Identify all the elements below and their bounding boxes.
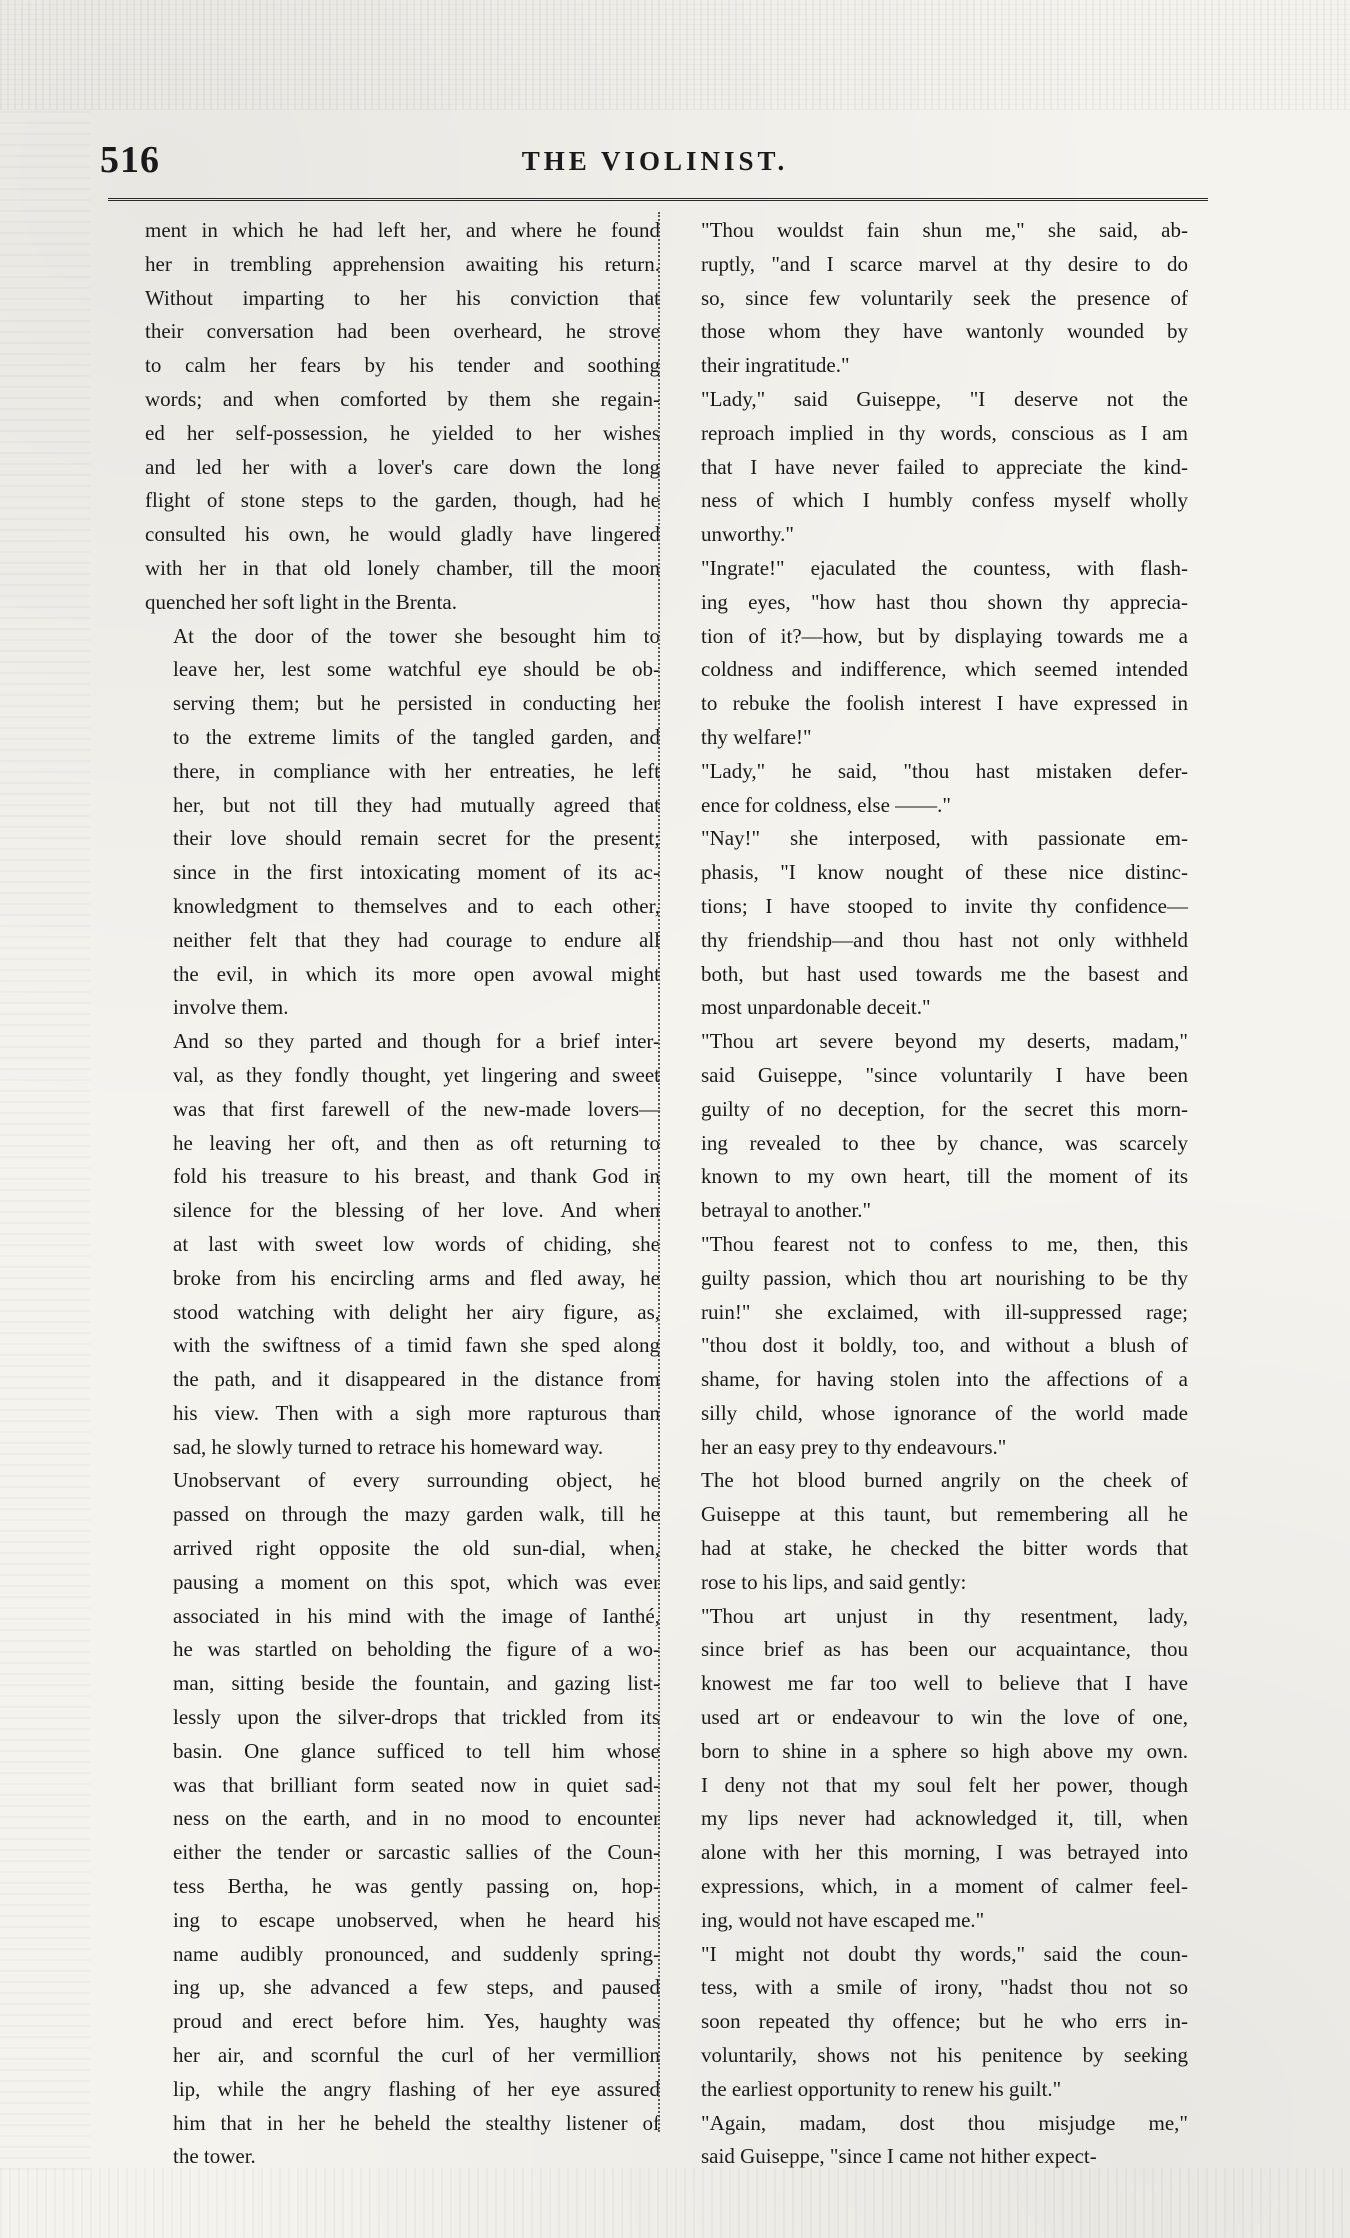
paragraph <box>673 552 1188 755</box>
paragraph <box>673 755 1188 823</box>
paragraph <box>145 620 660 1026</box>
text-line: The hot blood burned angrily on the cheek of <box>701 1468 1188 1493</box>
page-number: 516 <box>100 139 160 181</box>
text-line: ing up, she advanced a few steps, and paused <box>173 1975 660 2000</box>
text-line: "Lady," said Guiseppe, "I deserve not the <box>701 386 1188 411</box>
paragraph <box>673 1228 1188 1465</box>
text-line: their love should remain secret for the present; <box>173 826 660 851</box>
text-line: words; and when comforted by them she regain- <box>145 386 660 411</box>
text-line: ment in which he had left her, and where he found <box>145 218 660 242</box>
text-line: knowledgment to themselves and to each other, <box>173 893 660 918</box>
text-line: shame, for having stolen into the affections of a <box>701 1367 1188 1392</box>
text-line: her in trembling apprehension awaiting his return. <box>145 251 660 276</box>
paragraph <box>673 1464 1188 1599</box>
header-rule <box>108 198 1208 201</box>
text-line: phasis, "I know nought of these nice distinc- <box>701 860 1188 885</box>
text-line: ing to escape unobserved, when he heard his <box>173 1907 660 1932</box>
text-line: to calm her fears by his tender and soothing <box>145 353 660 378</box>
text-line: known to my own heart, till the moment of its <box>701 1164 1188 1189</box>
text-line: coldness and indifference, which seemed intended <box>701 657 1188 682</box>
paragraph <box>673 214 1188 383</box>
text-line: expressions, which, in a moment of calmer feel- <box>701 1874 1188 1899</box>
text-line: my lips never had acknowledged it, till, when <box>701 1806 1188 1831</box>
text-line: proud and erect before him. Yes, haughty was <box>173 2009 660 2034</box>
text-line: tions; I have stooped to invite thy confidence— <box>701 893 1188 918</box>
text-line: with the swiftness of a timid fawn she sped along <box>173 1333 660 1358</box>
text-line: most unpardonable deceit." <box>701 995 931 1020</box>
scan-noise-left <box>0 110 90 2170</box>
text-line: And so they parted and though for a brief inter- <box>173 1029 660 1054</box>
text-line: ness of which I humbly confess myself wholly <box>701 488 1188 513</box>
text-line: broke from his encircling arms and fled away, he <box>173 1265 660 1290</box>
text-line: val, as they fondly thought, yet lingering and sweet <box>173 1062 660 1087</box>
text-line: I deny not that my soul felt her power, though <box>701 1772 1188 1797</box>
text-line: the evil, in which its more open avowal might <box>173 961 660 986</box>
text-line: their conversation had been overheard, he strove <box>145 319 660 344</box>
text-line: unworthy." <box>701 522 794 547</box>
text-line: serving them; but he persisted in conducting her <box>173 691 660 716</box>
text-line: both, but hast used towards me the basest and <box>701 961 1188 986</box>
text-line: "Thou art unjust in thy resentment, lady, <box>701 1603 1188 1628</box>
paragraph <box>145 1464 660 2174</box>
text-line: fold his treasure to his breast, and thank God in <box>173 1164 660 1189</box>
text-line: he was startled on beholding the figure of a wo- <box>173 1637 660 1662</box>
text-line: either the tender or sarcastic sallies of the Coun- <box>173 1840 660 1865</box>
left-column <box>145 214 660 2174</box>
text-line: lip, while the angry flashing of her eye assured <box>173 2076 660 2101</box>
text-line: passed on through the mazy garden walk, till he <box>173 1502 660 1527</box>
text-line: the tower. <box>173 2144 256 2169</box>
text-line: his view. Then with a sigh more rapturous than <box>173 1400 660 1425</box>
text-line: involve them. <box>173 995 289 1020</box>
text-line: leave her, lest some watchful eye should be ob- <box>173 657 660 682</box>
text-line: "Lady," he said, "thou hast mistaken defer- <box>701 758 1188 783</box>
text-line: used art or endeavour to win the love of one, <box>701 1705 1188 1730</box>
text-line: at last with sweet low words of chiding, she <box>173 1231 660 1256</box>
text-line: and led her with a lover's care down the long <box>145 454 660 479</box>
text-line: had at stake, he checked the bitter words that <box>701 1536 1188 1561</box>
text-line: since brief as has been our acquaintance, thou <box>701 1637 1188 1662</box>
text-line: Without imparting to her his conviction that <box>145 285 660 310</box>
paragraph <box>673 1938 1188 2107</box>
text-line: reproach implied in thy words, conscious as I am <box>701 420 1188 445</box>
text-line: her, but not till they had mutually agreed that <box>173 792 660 817</box>
text-line: her air, and scornful the curl of her vermillion <box>173 2043 660 2068</box>
text-line: him that in her he beheld the stealthy listener of <box>173 2110 660 2135</box>
text-line: the path, and it disappeared in the distance from <box>173 1367 660 1392</box>
text-line: basin. One glance sufficed to tell him whose <box>173 1738 660 1763</box>
text-line: tess Bertha, he was gently passing on, hop- <box>173 1874 660 1899</box>
text-line: the earliest opportunity to renew his guilt." <box>701 2076 1062 2101</box>
text-line: rose to his lips, and said gently: <box>701 1569 967 1594</box>
text-line: associated in his mind with the image of Ianthé, <box>173 1603 660 1628</box>
text-line: "Thou fearest not to confess to me, then, this <box>701 1231 1188 1256</box>
text-line: that I have never failed to appreciate the kind- <box>701 454 1188 479</box>
text-line: voluntarily, shows not his penitence by seeking <box>701 2043 1188 2068</box>
text-line: "Again, madam, dost thou misjudge me," <box>701 2110 1188 2135</box>
text-line: Guiseppe at this taunt, but remembering all he <box>701 1502 1188 1527</box>
text-line: lessly upon the silver-drops that trickled from its <box>173 1705 660 1730</box>
text-line: ruin!" she exclaimed, with ill-suppressed rage; <box>701 1299 1188 1324</box>
paragraph <box>673 1600 1188 1938</box>
text-line: "thou dost it boldly, too, and without a blush of <box>701 1333 1188 1358</box>
text-line: silence for the blessing of her love. And when <box>173 1198 660 1223</box>
page-header <box>100 138 1210 194</box>
text-line: "Thou wouldst fain shun me," she said, ab- <box>701 218 1188 242</box>
text-line: Unobservant of every surrounding object, he <box>173 1468 660 1493</box>
text-line: tess, with a smile of irony, "hadst thou not so <box>701 1975 1188 2000</box>
paragraph <box>673 1025 1188 1228</box>
text-line: thy friendship—and thou hast not only withheld <box>701 927 1188 952</box>
text-line: he leaving her oft, and then as oft returning to <box>173 1130 660 1155</box>
text-line: ing eyes, "how hast thou shown thy apprecia- <box>701 589 1188 614</box>
text-line: At the door of the tower she besought him to <box>173 623 660 648</box>
running-title: THE VIOLINIST. <box>521 146 789 176</box>
text-line: with her in that old lonely chamber, till the moon <box>145 555 660 580</box>
text-line: born to shine in a sphere so high above my own. <box>701 1738 1188 1763</box>
text-line: alone with her this morning, I was betrayed into <box>701 1840 1188 1865</box>
text-line: silly child, whose ignorance of the world made <box>701 1400 1188 1425</box>
scan-noise-top <box>0 0 1350 110</box>
paragraph <box>673 383 1188 552</box>
paragraph <box>673 2107 1188 2175</box>
right-column <box>673 214 1188 2174</box>
text-line: name audibly pronounced, and suddenly spring- <box>173 1941 660 1966</box>
text-line: those whom they have wantonly wounded by <box>701 319 1188 344</box>
text-line: thy welfare!" <box>701 724 812 749</box>
text-line: said Guiseppe, "since I came not hither expect- <box>701 2144 1097 2169</box>
column-divider <box>658 212 660 2132</box>
text-line: arrived right opposite the old sun-dial, when, <box>173 1536 660 1561</box>
text-line: "Thou art severe beyond my deserts, madam," <box>701 1029 1188 1054</box>
text-line: to the extreme limits of the tangled garden, and <box>173 724 660 749</box>
text-line: guilty of no deception, for the secret this morn- <box>701 1096 1188 1121</box>
text-line: to rebuke the foolish interest I have expressed in <box>701 691 1188 716</box>
text-line: was that brilliant form seated now in quiet sad- <box>173 1772 660 1797</box>
text-line: there, in compliance with her entreaties, he left <box>173 758 660 783</box>
text-line: neither felt that they had courage to endure all <box>173 927 660 952</box>
scan-noise-bottom <box>0 2168 1350 2238</box>
text-line: "Ingrate!" ejaculated the countess, with flash- <box>701 555 1188 580</box>
paragraph <box>145 214 660 620</box>
text-line: man, sitting beside the fountain, and gazing list- <box>173 1671 660 1696</box>
text-line: since in the first intoxicating moment of its ac- <box>173 860 660 885</box>
text-line: "I might not doubt thy words," said the coun- <box>701 1941 1188 1966</box>
paragraph <box>145 1025 660 1464</box>
text-line: ruptly, "and I scarce marvel at thy desire to do <box>701 251 1188 276</box>
text-line: betrayal to another." <box>701 1198 872 1223</box>
text-line: ed her self-possession, he yielded to her wishes <box>145 420 660 445</box>
text-line: tion of it?—how, but by displaying towards me a <box>701 623 1188 648</box>
text-line: "Nay!" she interposed, with passionate em- <box>701 826 1188 851</box>
paragraph <box>673 822 1188 1025</box>
text-line: ness on the earth, and in no mood to encounter <box>173 1806 660 1831</box>
text-line: stood watching with delight her airy figure, as, <box>173 1299 660 1324</box>
text-line: soon repeated thy offence; but he who errs in- <box>701 2009 1188 2034</box>
text-line: was that first farewell of the new-made lovers— <box>173 1096 660 1121</box>
text-line: ing, would not have escaped me." <box>701 1907 985 1932</box>
text-line: consulted his own, he would gladly have lingered <box>145 522 660 547</box>
text-line: ence for coldness, else ——." <box>701 792 951 817</box>
text-line: their ingratitude." <box>701 353 850 378</box>
text-line: guilty passion, which thou art nourishing to be thy <box>701 1265 1188 1290</box>
text-line: her an easy prey to thy endeavours." <box>701 1434 1007 1459</box>
text-line: pausing a moment on this spot, which was ever <box>173 1569 660 1594</box>
text-line: said Guiseppe, "since voluntarily I have been <box>701 1062 1188 1087</box>
text-line: quenched her soft light in the Brenta. <box>145 589 457 614</box>
text-line: sad, he slowly turned to retrace his homeward way. <box>173 1434 604 1459</box>
text-line: knowest me far too well to believe that I have <box>701 1671 1188 1696</box>
text-line: ing revealed to thee by chance, was scarcely <box>701 1130 1188 1155</box>
text-line: so, since few voluntarily seek the presence of <box>701 285 1188 310</box>
text-line: flight of stone steps to the garden, though, had he <box>145 488 660 513</box>
